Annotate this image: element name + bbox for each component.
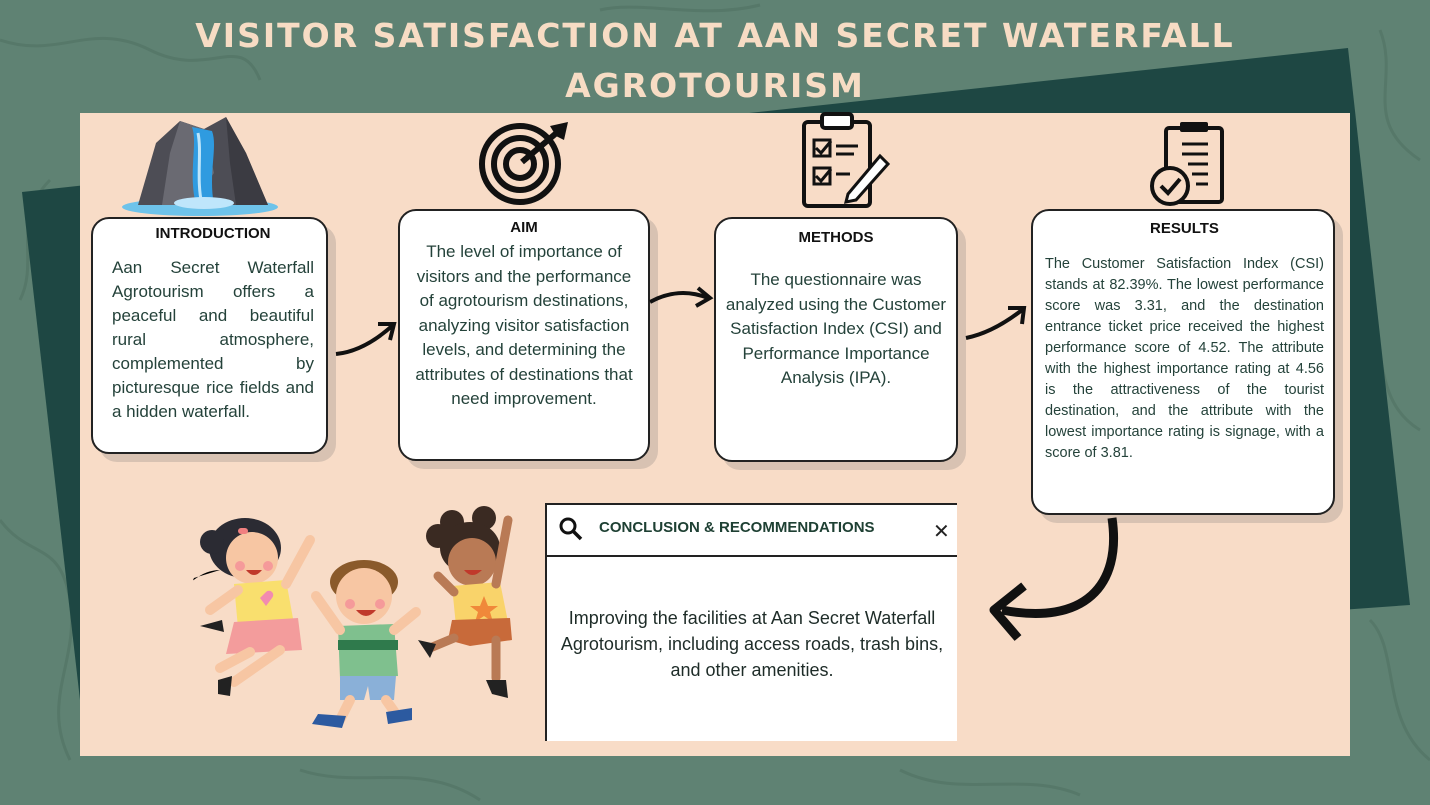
conclusion-text: Improving the facilities at Aan Secret Waterfall Agrotourism, including access roads, trash bins, and other amenities. — [560, 608, 944, 680]
methods-heading: METHODS — [798, 229, 874, 246]
arrow-results-to-conclusion-icon — [984, 516, 1124, 646]
boy-middle-figure — [312, 560, 416, 728]
arrow-intro-to-aim-icon — [334, 318, 398, 358]
introduction-text: Aan Secret Waterfall Agrotourism offers a peaceful and beautiful rural atmosphere, complemented by picturesque rice fields and a hidden waterfall. — [112, 258, 314, 421]
target-icon — [478, 120, 572, 206]
introduction-heading: INTRODUCTION — [155, 225, 271, 242]
methods-text: The questionnaire was analyzed using the Customer Satisfaction Index (CSI) and Performance Importance Analysis (IPA). — [725, 270, 947, 387]
aim-card — [398, 209, 650, 461]
search-icon[interactable] — [559, 517, 583, 541]
happy-children-illustration — [190, 500, 530, 736]
results-heading: RESULTS — [1150, 220, 1219, 237]
conclusion-titlebar — [547, 505, 957, 557]
aim-text: The level of importance of visitors and the performance of agrotourism destinations, analyzing visitor satisfaction levels, and determining the attributes of destinations that need improvement. — [415, 242, 633, 408]
conclusion-window — [545, 503, 957, 741]
page-title-line-1: VISITOR SATISFACTION AT AAN SECRET WATERFALL — [195, 16, 1235, 55]
page-title-line-2: AGROTOURISM — [565, 66, 865, 105]
girl-left-figure — [193, 518, 310, 696]
waterfall-icon — [118, 113, 280, 217]
results-card — [1031, 209, 1335, 515]
aim-heading: AIM — [510, 219, 538, 236]
introduction-card — [91, 217, 328, 454]
arrow-methods-to-results-icon — [964, 300, 1030, 342]
results-text: The Customer Satisfaction Index (CSI) stands at 82.39%. The lowest performance score was 3.31, and the destination entrance ticket price received the highest performance score of 4.52. The attribute with the highest importance rating at 4.56 is the attractiveness of the tourist destination, and the attribute with the lowest importance rating is signage, with a score of 3.81. — [1045, 256, 1324, 461]
close-icon[interactable]: ✕ — [933, 521, 950, 543]
girl-right-figure — [418, 506, 512, 698]
arrow-aim-to-methods-icon — [648, 282, 714, 312]
methods-card — [714, 217, 958, 462]
clipboard-check-icon — [1148, 120, 1228, 208]
checklist-clipboard-icon — [800, 110, 892, 210]
conclusion-heading: CONCLUSION & RECOMMENDATIONS — [599, 519, 875, 536]
